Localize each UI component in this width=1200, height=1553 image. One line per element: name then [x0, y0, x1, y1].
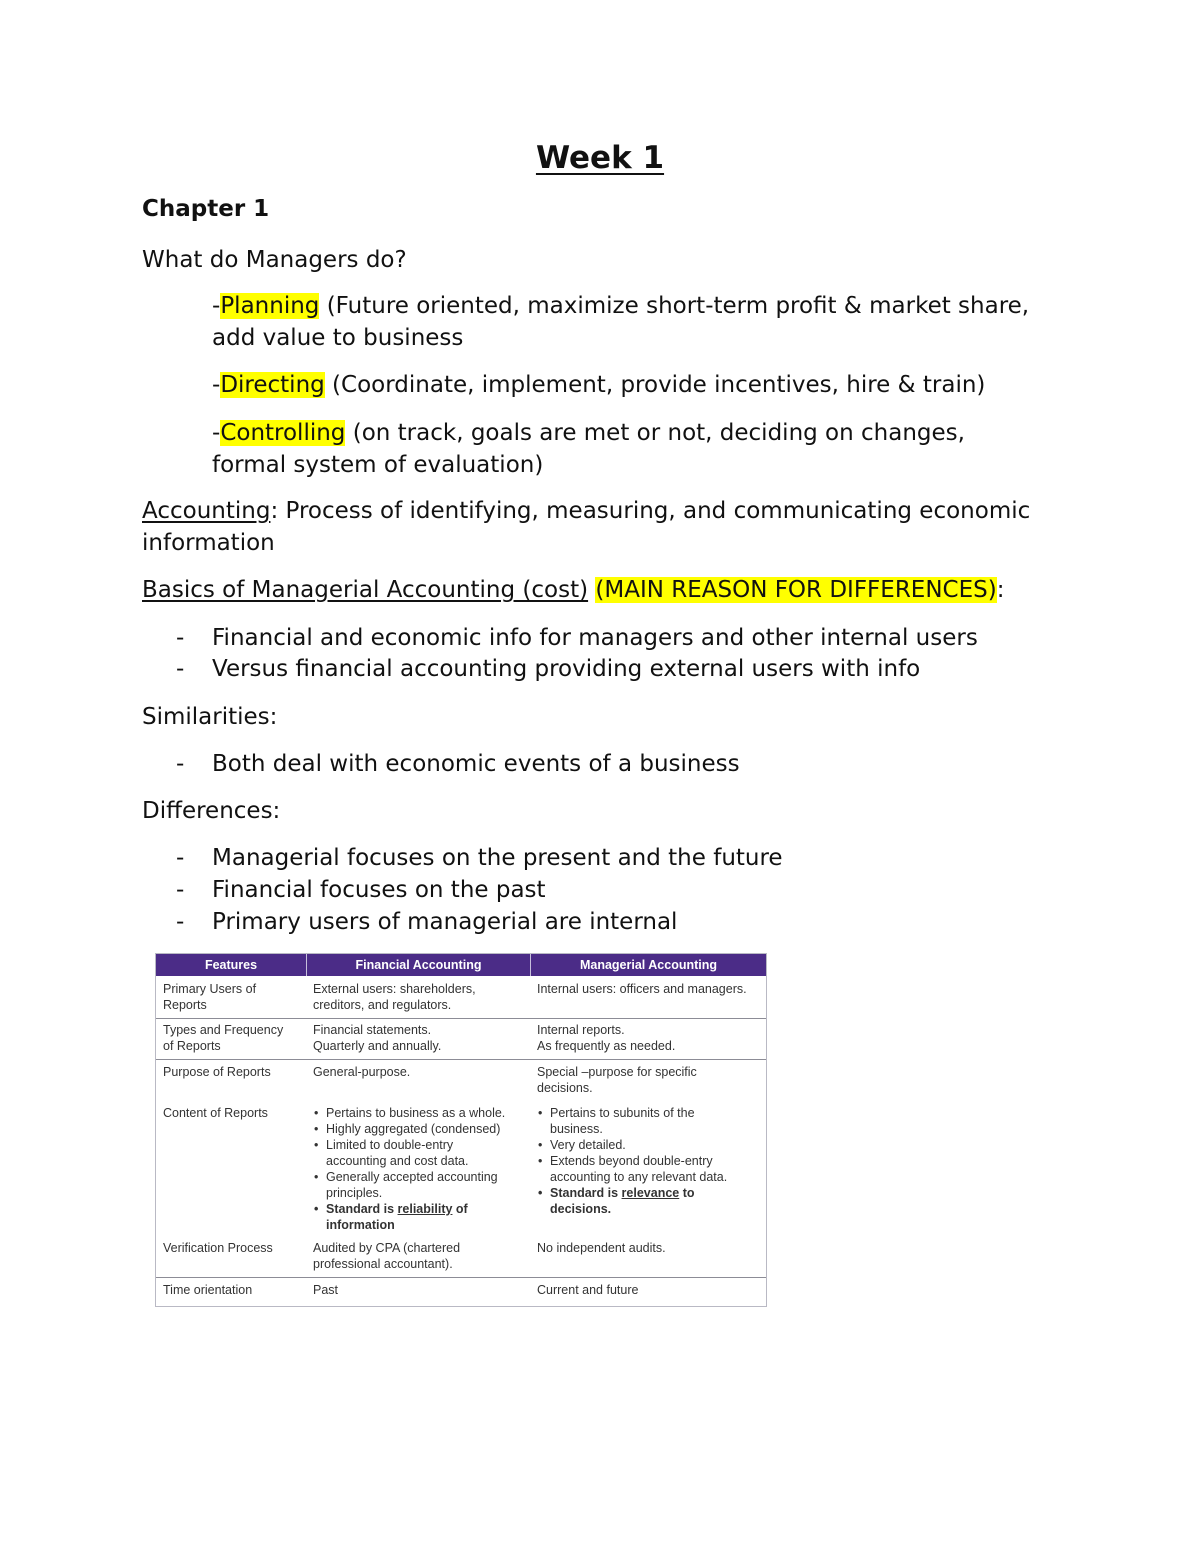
list-item [313, 1201, 505, 1233]
key-term: relevance [621, 1186, 680, 1200]
cell-line: Internal users: officers and managers. [537, 982, 747, 996]
list-item-text: Financial focuses on the past [212, 877, 546, 903]
table-cell-financial [313, 1240, 460, 1272]
list-item [313, 1105, 505, 1121]
cell-line: accounting and cost data. [326, 1154, 469, 1168]
list-item-text: Managerial focuses on the present and the future [212, 845, 783, 871]
bullet-list [313, 1105, 505, 1233]
cell-line: Highly aggregated (condensed) [326, 1122, 501, 1136]
accounting-term: Accounting [142, 498, 271, 524]
table-cell-financial [313, 1022, 441, 1054]
cell-line: Pertains to subunits of the [550, 1106, 695, 1120]
table-cell-feature [163, 981, 256, 1013]
list-item [313, 1121, 505, 1137]
header-features: Features [204, 958, 258, 972]
role-term-planning: Planning [220, 293, 320, 319]
list-item [313, 1137, 505, 1169]
cell-line: Pertains to business as a whole. [326, 1106, 506, 1120]
list-item-text: Financial and economic info for managers and other internal users [212, 625, 978, 651]
cell-line: principles. [326, 1186, 383, 1200]
dash: - [212, 293, 221, 319]
table-cell-financial [313, 1064, 410, 1080]
dash: - [176, 625, 185, 651]
cell-line: Very detailed. [550, 1138, 626, 1152]
role-term-controlling: Controlling [220, 420, 346, 446]
dash: - [176, 656, 185, 682]
cell-line: Generally accepted accounting [326, 1170, 498, 1184]
cell-line: business. [550, 1122, 603, 1136]
list-item [313, 1169, 505, 1201]
cell-line: accounting to any relevant data. [550, 1170, 728, 1184]
role-desc-continued: formal system of evaluation) [212, 452, 544, 478]
cell-line: professional accountant). [313, 1257, 453, 1271]
basics-highlight: (MAIN REASON FOR DIFFERENCES) [595, 577, 997, 603]
accounting-def-continued: information [142, 530, 275, 556]
cell-line: Current and future [537, 1283, 639, 1297]
table-cell-feature [163, 1282, 252, 1298]
row-divider [156, 1059, 766, 1060]
cell-line: decisions. [550, 1202, 612, 1216]
cell-line: Content of Reports [163, 1106, 268, 1120]
cell-line: decisions. [537, 1081, 593, 1095]
cell-line: information [326, 1218, 395, 1232]
basics-colon: : [996, 577, 1005, 603]
table-cell-feature [163, 1022, 283, 1054]
table-cell-feature [163, 1105, 268, 1121]
row-divider [156, 1018, 766, 1019]
table-cell-managerial [537, 1022, 675, 1054]
cell-line: Standard is [550, 1186, 622, 1200]
role-desc: (on track, goals are met or not, deciding on changes, [345, 420, 965, 446]
key-term: reliability [397, 1202, 453, 1216]
cell-line: Quarterly and annually. [313, 1039, 442, 1053]
table-cell-feature [163, 1064, 271, 1080]
role-desc: (Future oriented, maximize short-term profit & market share, [319, 293, 1030, 319]
list-item [537, 1153, 727, 1185]
table-cell-managerial [537, 1282, 638, 1298]
cell-line: Financial statements. [313, 1023, 432, 1037]
cell-line: General-purpose. [313, 1065, 411, 1079]
list-item-text: Versus financial accounting providing external users with info [212, 656, 921, 682]
table-cell-managerial [537, 1105, 727, 1217]
cell-line: of [452, 1202, 468, 1216]
table-cell-feature [163, 1240, 273, 1256]
list-item [537, 1137, 727, 1153]
cell-line: Standard is [326, 1202, 398, 1216]
cell-line: to [679, 1186, 695, 1200]
cell-line: Internal reports. [537, 1023, 625, 1037]
header-financial: Financial Accounting [355, 958, 482, 972]
cell-line: Verification Process [163, 1241, 273, 1255]
question-line: What do Managers do? [142, 247, 407, 273]
comparison-table [155, 953, 767, 1307]
role-directing [212, 369, 985, 401]
cell-line: External users: shareholders, [313, 982, 476, 996]
basics-title: Basics of Managerial Accounting (cost) [142, 577, 589, 603]
table-cell-managerial [537, 1064, 697, 1096]
accounting-def: : Process of identifying, measuring, and communicating economic [270, 498, 1031, 524]
page-title: Week 1 [535, 140, 665, 176]
role-desc: (Coordinate, implement, provide incentives, hire & train) [324, 372, 986, 398]
dash: - [176, 845, 185, 871]
cell-line: Reports [163, 998, 207, 1012]
dash: - [212, 372, 221, 398]
similarities-heading: Similarities: [142, 704, 278, 730]
cell-line: As frequently as needed. [537, 1039, 676, 1053]
cell-line: Extends beyond double-entry [550, 1154, 713, 1168]
cell-line: Past [313, 1283, 339, 1297]
role-desc-continued: add value to business [212, 325, 464, 351]
list-item [537, 1185, 727, 1217]
dash: - [212, 420, 221, 446]
cell-line: Audited by CPA (chartered [313, 1241, 461, 1255]
row-divider [156, 1277, 766, 1278]
table-cell-managerial [537, 1240, 666, 1256]
role-planning [212, 290, 1029, 322]
role-term-directing: Directing [220, 372, 325, 398]
table-cell-financial [313, 1105, 505, 1233]
cell-line: Primary Users of [163, 982, 257, 996]
differences-heading: Differences: [142, 798, 281, 824]
cell-line: Limited to double-entry [326, 1138, 454, 1152]
accounting-definition [142, 495, 1030, 527]
cell-line: No independent audits. [537, 1241, 666, 1255]
cell-line: Types and Frequency [163, 1023, 284, 1037]
list-item-text: Primary users of managerial are internal [212, 909, 678, 935]
dash: - [176, 751, 185, 777]
list-item [537, 1105, 727, 1137]
table-header-row [156, 954, 766, 976]
cell-line: of Reports [163, 1039, 221, 1053]
header-managerial: Managerial Accounting [579, 958, 718, 972]
cell-line: Time orientation [163, 1283, 253, 1297]
cell-line: Special –purpose for specific [537, 1065, 697, 1079]
cell-line: creditors, and regulators. [313, 998, 452, 1012]
list-item-text: Both deal with economic events of a business [212, 751, 740, 777]
basics-heading [142, 574, 1004, 606]
dash: - [176, 877, 185, 903]
table-cell-financial [313, 1282, 338, 1298]
table-cell-managerial [537, 981, 747, 997]
cell-line: Purpose of Reports [163, 1065, 271, 1079]
bullet-list [537, 1105, 727, 1217]
table-cell-financial [313, 981, 476, 1013]
chapter-heading: Chapter 1 [142, 196, 270, 222]
dash: - [176, 909, 185, 935]
role-controlling [212, 417, 965, 449]
